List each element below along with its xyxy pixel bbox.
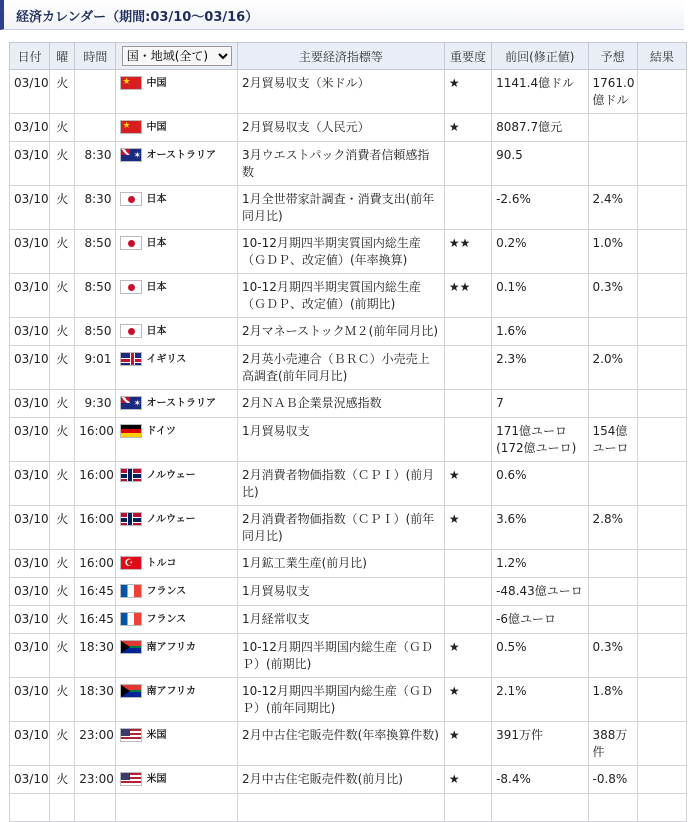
country-cell <box>120 191 233 208</box>
row-time: 8:50 <box>75 318 116 346</box>
table-row <box>10 550 687 578</box>
table-row <box>10 766 687 794</box>
jp-flag-icon <box>120 324 142 338</box>
row-forecast: 1.0% <box>588 230 637 274</box>
row-importance: ★ <box>444 70 491 114</box>
header-previous: 前回(修正値) <box>492 43 588 70</box>
row-date: 03/10 <box>10 70 50 114</box>
au-flag-icon <box>120 396 142 410</box>
row-importance: ★ <box>444 722 491 766</box>
country-name: 日本 <box>146 326 167 337</box>
row-result <box>637 230 686 274</box>
row-time: 16:00 <box>75 550 116 578</box>
country-cell <box>120 467 233 484</box>
row-country <box>116 114 238 142</box>
country-cell <box>120 583 233 600</box>
gb-flag-icon <box>120 352 142 366</box>
row-forecast: 2.0% <box>588 346 637 390</box>
country-name: 日本 <box>146 194 167 205</box>
jp-flag-icon <box>120 192 142 206</box>
row-time: 9:01 <box>75 346 116 390</box>
row-weekday: 火 <box>50 390 75 418</box>
row-time: 16:45 <box>75 606 116 634</box>
row-date: 03/10 <box>10 274 50 318</box>
fr-flag-icon <box>120 612 142 626</box>
no-flag-icon <box>120 468 142 482</box>
row-indicator: 2月ＮＡＢ企業景況感指数 <box>237 390 444 418</box>
country-cell <box>120 555 233 572</box>
row-result <box>637 418 686 462</box>
row-indicator: 10-12月期四半期国内総生産（ＧＤＰ）(前期比) <box>237 634 444 678</box>
row-previous: 3.6% <box>492 506 588 550</box>
row-country <box>116 274 238 318</box>
row-forecast <box>588 114 637 142</box>
table-row <box>10 678 687 722</box>
row-previous: 2.1% <box>492 678 588 722</box>
table-row <box>10 142 687 186</box>
row-forecast <box>588 318 637 346</box>
row-indicator: 2月マネーストックＭ２(前年同月比) <box>237 318 444 346</box>
row-result <box>637 506 686 550</box>
row-date: 03/10 <box>10 418 50 462</box>
empty-cell <box>237 794 444 822</box>
row-previous: -2.6% <box>492 186 588 230</box>
country-name: オーストラリア <box>146 398 216 409</box>
table-header-row <box>10 43 687 70</box>
row-weekday: 火 <box>50 634 75 678</box>
row-result <box>637 462 686 506</box>
row-indicator: 1月経常収支 <box>237 606 444 634</box>
table-row <box>10 318 687 346</box>
row-forecast: 154億ユーロ <box>588 418 637 462</box>
country-cell <box>120 771 233 788</box>
cn-flag-icon <box>120 120 142 134</box>
empty-cell <box>75 794 116 822</box>
country-cell <box>120 395 233 412</box>
row-weekday: 火 <box>50 462 75 506</box>
header-time: 時間 <box>75 43 116 70</box>
row-importance <box>444 318 491 346</box>
header-indicator: 主要経済指標等 <box>237 43 444 70</box>
row-result <box>637 550 686 578</box>
row-time: 23:00 <box>75 722 116 766</box>
row-previous: 1141.4億ドル <box>492 70 588 114</box>
row-weekday: 火 <box>50 550 75 578</box>
row-indicator: 2月消費者物価指数（ＣＰＩ）(前月比) <box>237 462 444 506</box>
row-country <box>116 418 238 462</box>
row-indicator: 2月貿易収支（米ドル） <box>237 70 444 114</box>
row-forecast: 1.8% <box>588 678 637 722</box>
country-cell <box>120 639 233 656</box>
row-importance: ★★ <box>444 274 491 318</box>
row-previous: -6億ユーロ <box>492 606 588 634</box>
country-name: フランス <box>146 586 187 597</box>
country-cell <box>120 323 233 340</box>
row-result <box>637 678 686 722</box>
row-date: 03/10 <box>10 678 50 722</box>
no-flag-icon <box>120 512 142 526</box>
cn-flag-icon <box>120 76 142 90</box>
row-importance <box>444 606 491 634</box>
row-weekday: 火 <box>50 230 75 274</box>
row-date: 03/10 <box>10 462 50 506</box>
country-name: オーストラリア <box>146 150 216 161</box>
empty-cell <box>10 794 50 822</box>
row-previous: 391万件 <box>492 722 588 766</box>
row-indicator: 2月消費者物価指数（ＣＰＩ）(前年同月比) <box>237 506 444 550</box>
country-name: ノルウェー <box>146 470 196 481</box>
row-importance <box>444 186 491 230</box>
row-result <box>637 390 686 418</box>
table-row <box>10 634 687 678</box>
country-name: 日本 <box>146 238 167 249</box>
row-result <box>637 318 686 346</box>
row-date: 03/10 <box>10 114 50 142</box>
row-country <box>116 766 238 794</box>
row-importance <box>444 418 491 462</box>
row-time: 18:30 <box>75 634 116 678</box>
row-importance: ★★ <box>444 230 491 274</box>
row-country <box>116 318 238 346</box>
row-previous: 0.2% <box>492 230 588 274</box>
row-date: 03/10 <box>10 142 50 186</box>
table-row <box>10 606 687 634</box>
row-date: 03/10 <box>10 766 50 794</box>
header-forecast: 予想 <box>588 43 637 70</box>
table-row <box>10 70 687 114</box>
row-time: 8:30 <box>75 186 116 230</box>
row-country <box>116 186 238 230</box>
row-indicator: 10-12月期四半期実質国内総生産（ＧＤＰ、改定値）(前期比) <box>237 274 444 318</box>
row-forecast: 1761.0億ドル <box>588 70 637 114</box>
row-importance: ★ <box>444 462 491 506</box>
country-cell <box>120 119 233 136</box>
table-row <box>10 186 687 230</box>
empty-cell <box>588 794 637 822</box>
empty-cell <box>116 794 238 822</box>
empty-cell <box>444 794 491 822</box>
tr-flag-icon <box>120 556 142 570</box>
row-date: 03/10 <box>10 318 50 346</box>
row-country <box>116 390 238 418</box>
table-row <box>10 506 687 550</box>
country-name: 日本 <box>146 282 167 293</box>
row-forecast <box>588 578 637 606</box>
row-previous: 0.5% <box>492 634 588 678</box>
row-time <box>75 114 116 142</box>
au-flag-icon <box>120 148 142 162</box>
row-country <box>116 346 238 390</box>
row-importance: ★ <box>444 678 491 722</box>
row-weekday: 火 <box>50 186 75 230</box>
empty-cell <box>637 794 686 822</box>
row-weekday: 火 <box>50 274 75 318</box>
row-country <box>116 550 238 578</box>
row-indicator: 1月鉱工業生産(前月比) <box>237 550 444 578</box>
row-result <box>637 70 686 114</box>
country-cell <box>120 75 233 92</box>
country-cell <box>120 279 233 296</box>
header-result: 結果 <box>637 43 686 70</box>
row-weekday: 火 <box>50 142 75 186</box>
country-cell <box>120 147 233 164</box>
za-flag-icon <box>120 640 142 654</box>
row-forecast: 0.3% <box>588 274 637 318</box>
row-time: 8:30 <box>75 142 116 186</box>
table-row <box>10 346 687 390</box>
table-row <box>10 418 687 462</box>
row-forecast <box>588 606 637 634</box>
row-time: 16:00 <box>75 462 116 506</box>
row-time: 16:45 <box>75 578 116 606</box>
table-row <box>10 390 687 418</box>
row-previous: 0.6% <box>492 462 588 506</box>
country-cell <box>120 511 233 528</box>
table-row <box>10 462 687 506</box>
row-date: 03/10 <box>10 186 50 230</box>
row-importance: ★ <box>444 766 491 794</box>
country-name: 南アフリカ <box>146 686 196 697</box>
row-previous: 2.3% <box>492 346 588 390</box>
row-indicator: 2月英小売連合（ＢＲＣ）小売売上高調査(前年同月比) <box>237 346 444 390</box>
row-result <box>637 114 686 142</box>
row-weekday: 火 <box>50 678 75 722</box>
row-importance <box>444 578 491 606</box>
row-result <box>637 634 686 678</box>
row-previous: 8087.7億元 <box>492 114 588 142</box>
row-importance: ★ <box>444 634 491 678</box>
row-result <box>637 142 686 186</box>
row-indicator: 2月中古住宅販売件数(前月比) <box>237 766 444 794</box>
row-forecast: 0.3% <box>588 634 637 678</box>
us-flag-icon <box>120 728 142 742</box>
row-indicator: 10-12月期四半期国内総生産（ＧＤＰ）(前年同期比) <box>237 678 444 722</box>
row-forecast: 388万件 <box>588 722 637 766</box>
country-name: 米国 <box>146 774 167 785</box>
row-country <box>116 606 238 634</box>
row-indicator: 1月全世帯家計調査・消費支出(前年同月比) <box>237 186 444 230</box>
row-country <box>116 678 238 722</box>
us-flag-icon <box>120 772 142 786</box>
table-row <box>10 230 687 274</box>
row-result <box>637 186 686 230</box>
row-importance <box>444 142 491 186</box>
table-row <box>10 578 687 606</box>
country-cell <box>120 611 233 628</box>
row-forecast <box>588 390 637 418</box>
empty-cell <box>492 794 588 822</box>
row-time: 9:30 <box>75 390 116 418</box>
row-importance <box>444 346 491 390</box>
page-title: 経済カレンダー（期間:03/10〜03/16） <box>16 10 259 25</box>
fr-flag-icon <box>120 584 142 598</box>
row-country <box>116 142 238 186</box>
page-title-bar <box>0 0 684 30</box>
row-result <box>637 346 686 390</box>
row-time: 8:50 <box>75 230 116 274</box>
country-cell <box>120 351 233 368</box>
row-time: 16:00 <box>75 506 116 550</box>
row-weekday: 火 <box>50 114 75 142</box>
economic-calendar-table <box>9 42 687 822</box>
row-country <box>116 230 238 274</box>
row-date: 03/10 <box>10 722 50 766</box>
row-date: 03/10 <box>10 634 50 678</box>
row-previous: -48.43億ユーロ <box>492 578 588 606</box>
de-flag-icon <box>120 424 142 438</box>
row-country <box>116 722 238 766</box>
row-forecast <box>588 462 637 506</box>
row-importance: ★ <box>444 114 491 142</box>
row-previous: 171億ユーロ(172億ユーロ) <box>492 418 588 462</box>
row-forecast: 2.8% <box>588 506 637 550</box>
row-result <box>637 274 686 318</box>
row-indicator: 2月貿易収支（人民元） <box>237 114 444 142</box>
row-weekday: 火 <box>50 766 75 794</box>
row-result <box>637 578 686 606</box>
row-previous: 1.2% <box>492 550 588 578</box>
row-date: 03/10 <box>10 578 50 606</box>
country-name: ノルウェー <box>146 514 196 525</box>
row-date: 03/10 <box>10 390 50 418</box>
row-importance <box>444 550 491 578</box>
country-name: イギリス <box>146 354 187 365</box>
row-country <box>116 634 238 678</box>
country-name: 中国 <box>146 78 167 89</box>
row-country <box>116 578 238 606</box>
row-previous: 7 <box>492 390 588 418</box>
row-country <box>116 506 238 550</box>
row-result <box>637 766 686 794</box>
row-importance: ★ <box>444 506 491 550</box>
row-forecast <box>588 550 637 578</box>
row-importance <box>444 390 491 418</box>
table-row <box>10 114 687 142</box>
country-cell <box>120 235 233 252</box>
row-forecast: 2.4% <box>588 186 637 230</box>
row-date: 03/10 <box>10 606 50 634</box>
country-cell <box>120 423 233 440</box>
country-cell <box>120 683 233 700</box>
row-weekday: 火 <box>50 506 75 550</box>
row-result <box>637 722 686 766</box>
row-time: 8:50 <box>75 274 116 318</box>
row-time: 23:00 <box>75 766 116 794</box>
row-weekday: 火 <box>50 418 75 462</box>
country-name: 米国 <box>146 730 167 741</box>
jp-flag-icon <box>120 236 142 250</box>
row-previous: 90.5 <box>492 142 588 186</box>
row-weekday: 火 <box>50 318 75 346</box>
country-name: トルコ <box>146 558 177 569</box>
row-forecast: -0.8% <box>588 766 637 794</box>
row-previous: -8.4% <box>492 766 588 794</box>
row-indicator: 1月貿易収支 <box>237 578 444 606</box>
table-row-empty <box>10 794 687 822</box>
row-country <box>116 70 238 114</box>
jp-flag-icon <box>120 280 142 294</box>
country-name: フランス <box>146 614 187 625</box>
row-indicator: 2月中古住宅販売件数(年率換算件数) <box>237 722 444 766</box>
row-time: 18:30 <box>75 678 116 722</box>
row-result <box>637 606 686 634</box>
country-cell <box>120 727 233 744</box>
header-date: 日付 <box>10 43 50 70</box>
country-name: ドイツ <box>146 426 176 437</box>
row-country <box>116 462 238 506</box>
table-row <box>10 274 687 318</box>
row-weekday: 火 <box>50 578 75 606</box>
row-date: 03/10 <box>10 346 50 390</box>
row-time: 16:00 <box>75 418 116 462</box>
row-weekday: 火 <box>50 70 75 114</box>
za-flag-icon <box>120 684 142 698</box>
country-name: 中国 <box>146 122 167 133</box>
row-previous: 0.1% <box>492 274 588 318</box>
header-country <box>116 43 238 70</box>
row-indicator: 10-12月期四半期実質国内総生産（ＧＤＰ、改定値）(年率換算) <box>237 230 444 274</box>
table-row <box>10 722 687 766</box>
row-forecast <box>588 142 637 186</box>
row-indicator: 1月貿易収支 <box>237 418 444 462</box>
row-time <box>75 70 116 114</box>
country-name: 南アフリカ <box>146 642 196 653</box>
row-date: 03/10 <box>10 550 50 578</box>
empty-cell <box>50 794 75 822</box>
row-date: 03/10 <box>10 506 50 550</box>
row-weekday: 火 <box>50 606 75 634</box>
row-weekday: 火 <box>50 722 75 766</box>
row-previous: 1.6% <box>492 318 588 346</box>
header-importance: 重要度 <box>444 43 491 70</box>
country-filter-select[interactable] <box>122 46 232 66</box>
row-date: 03/10 <box>10 230 50 274</box>
row-weekday: 火 <box>50 346 75 390</box>
row-indicator: 3月ウエストパック消費者信頼感指数 <box>237 142 444 186</box>
table-body <box>10 70 687 822</box>
header-weekday: 曜 <box>50 43 75 70</box>
